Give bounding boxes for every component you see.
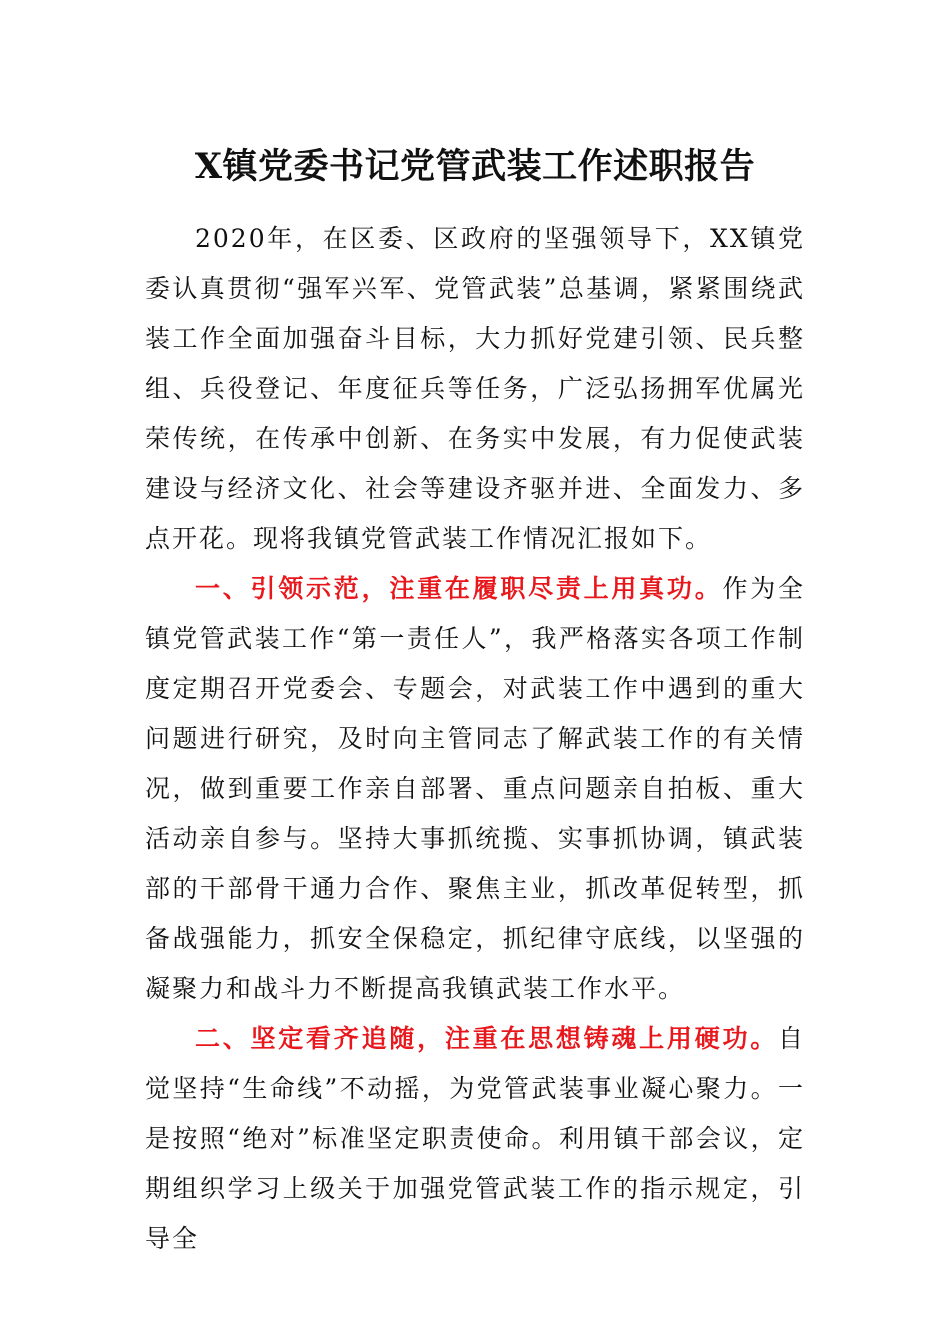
section-one-text: 作为全镇党管武装工作“第一责任人”，我严格落实各项工作制度定期召开党委会、专题会，对武装工作中遇到的重大问题进行研究，及时向主管同志了解武装工作的有关情况，做到重要工作亲自部署、重点问题亲自拍板、重大活动亲自参与。坚持大事抓统揽、实事抓协调，镇武装部的干部骨干通力合作、聚焦主业，抓改革促转型，抓备战强能力，抓安全保稳定，抓纪律守底线，以坚强的凝聚力和战斗力不断提高我镇武装工作水平。	[145, 574, 805, 1003]
section-one-paragraph	[145, 564, 805, 1014]
section-two-heading: 二、坚定看齐追随，注重在思想铸魂上用硬功。	[195, 1024, 778, 1053]
document-title: X镇党委书记党管武装工作述职报告	[194, 146, 756, 187]
section-one-heading: 一、引领示范，注重在履职尽责上用真功。	[195, 574, 723, 603]
intro-paragraph	[145, 214, 805, 564]
document-body	[145, 214, 805, 1264]
section-two-paragraph	[145, 1014, 805, 1264]
intro-paragraph-text: 2020年，在区委、区政府的坚强领导下，XX镇党委认真贯彻“强军兴军、党管武装”总基调，紧紧围绕武装工作全面加强奋斗目标，大力抓好党建引领、民兵整组、兵役登记、年度征兵等任务，广泛弘扬拥军优属光荣传统，在传承中创新、在务实中发展，有力促使武装建设与经济文化、社会等建设齐驱并进、全面发力、多点开花。现将我镇党管武装工作情况汇报如下。	[145, 224, 805, 553]
section-two-text: 自觉坚持“生命线”不动摇，为党管武装事业凝心聚力。一是按照“绝对”标准坚定职责使命。利用镇干部会议，定期组织学习上级关于加强党管武装工作的指示规定，引导全	[145, 1024, 805, 1253]
